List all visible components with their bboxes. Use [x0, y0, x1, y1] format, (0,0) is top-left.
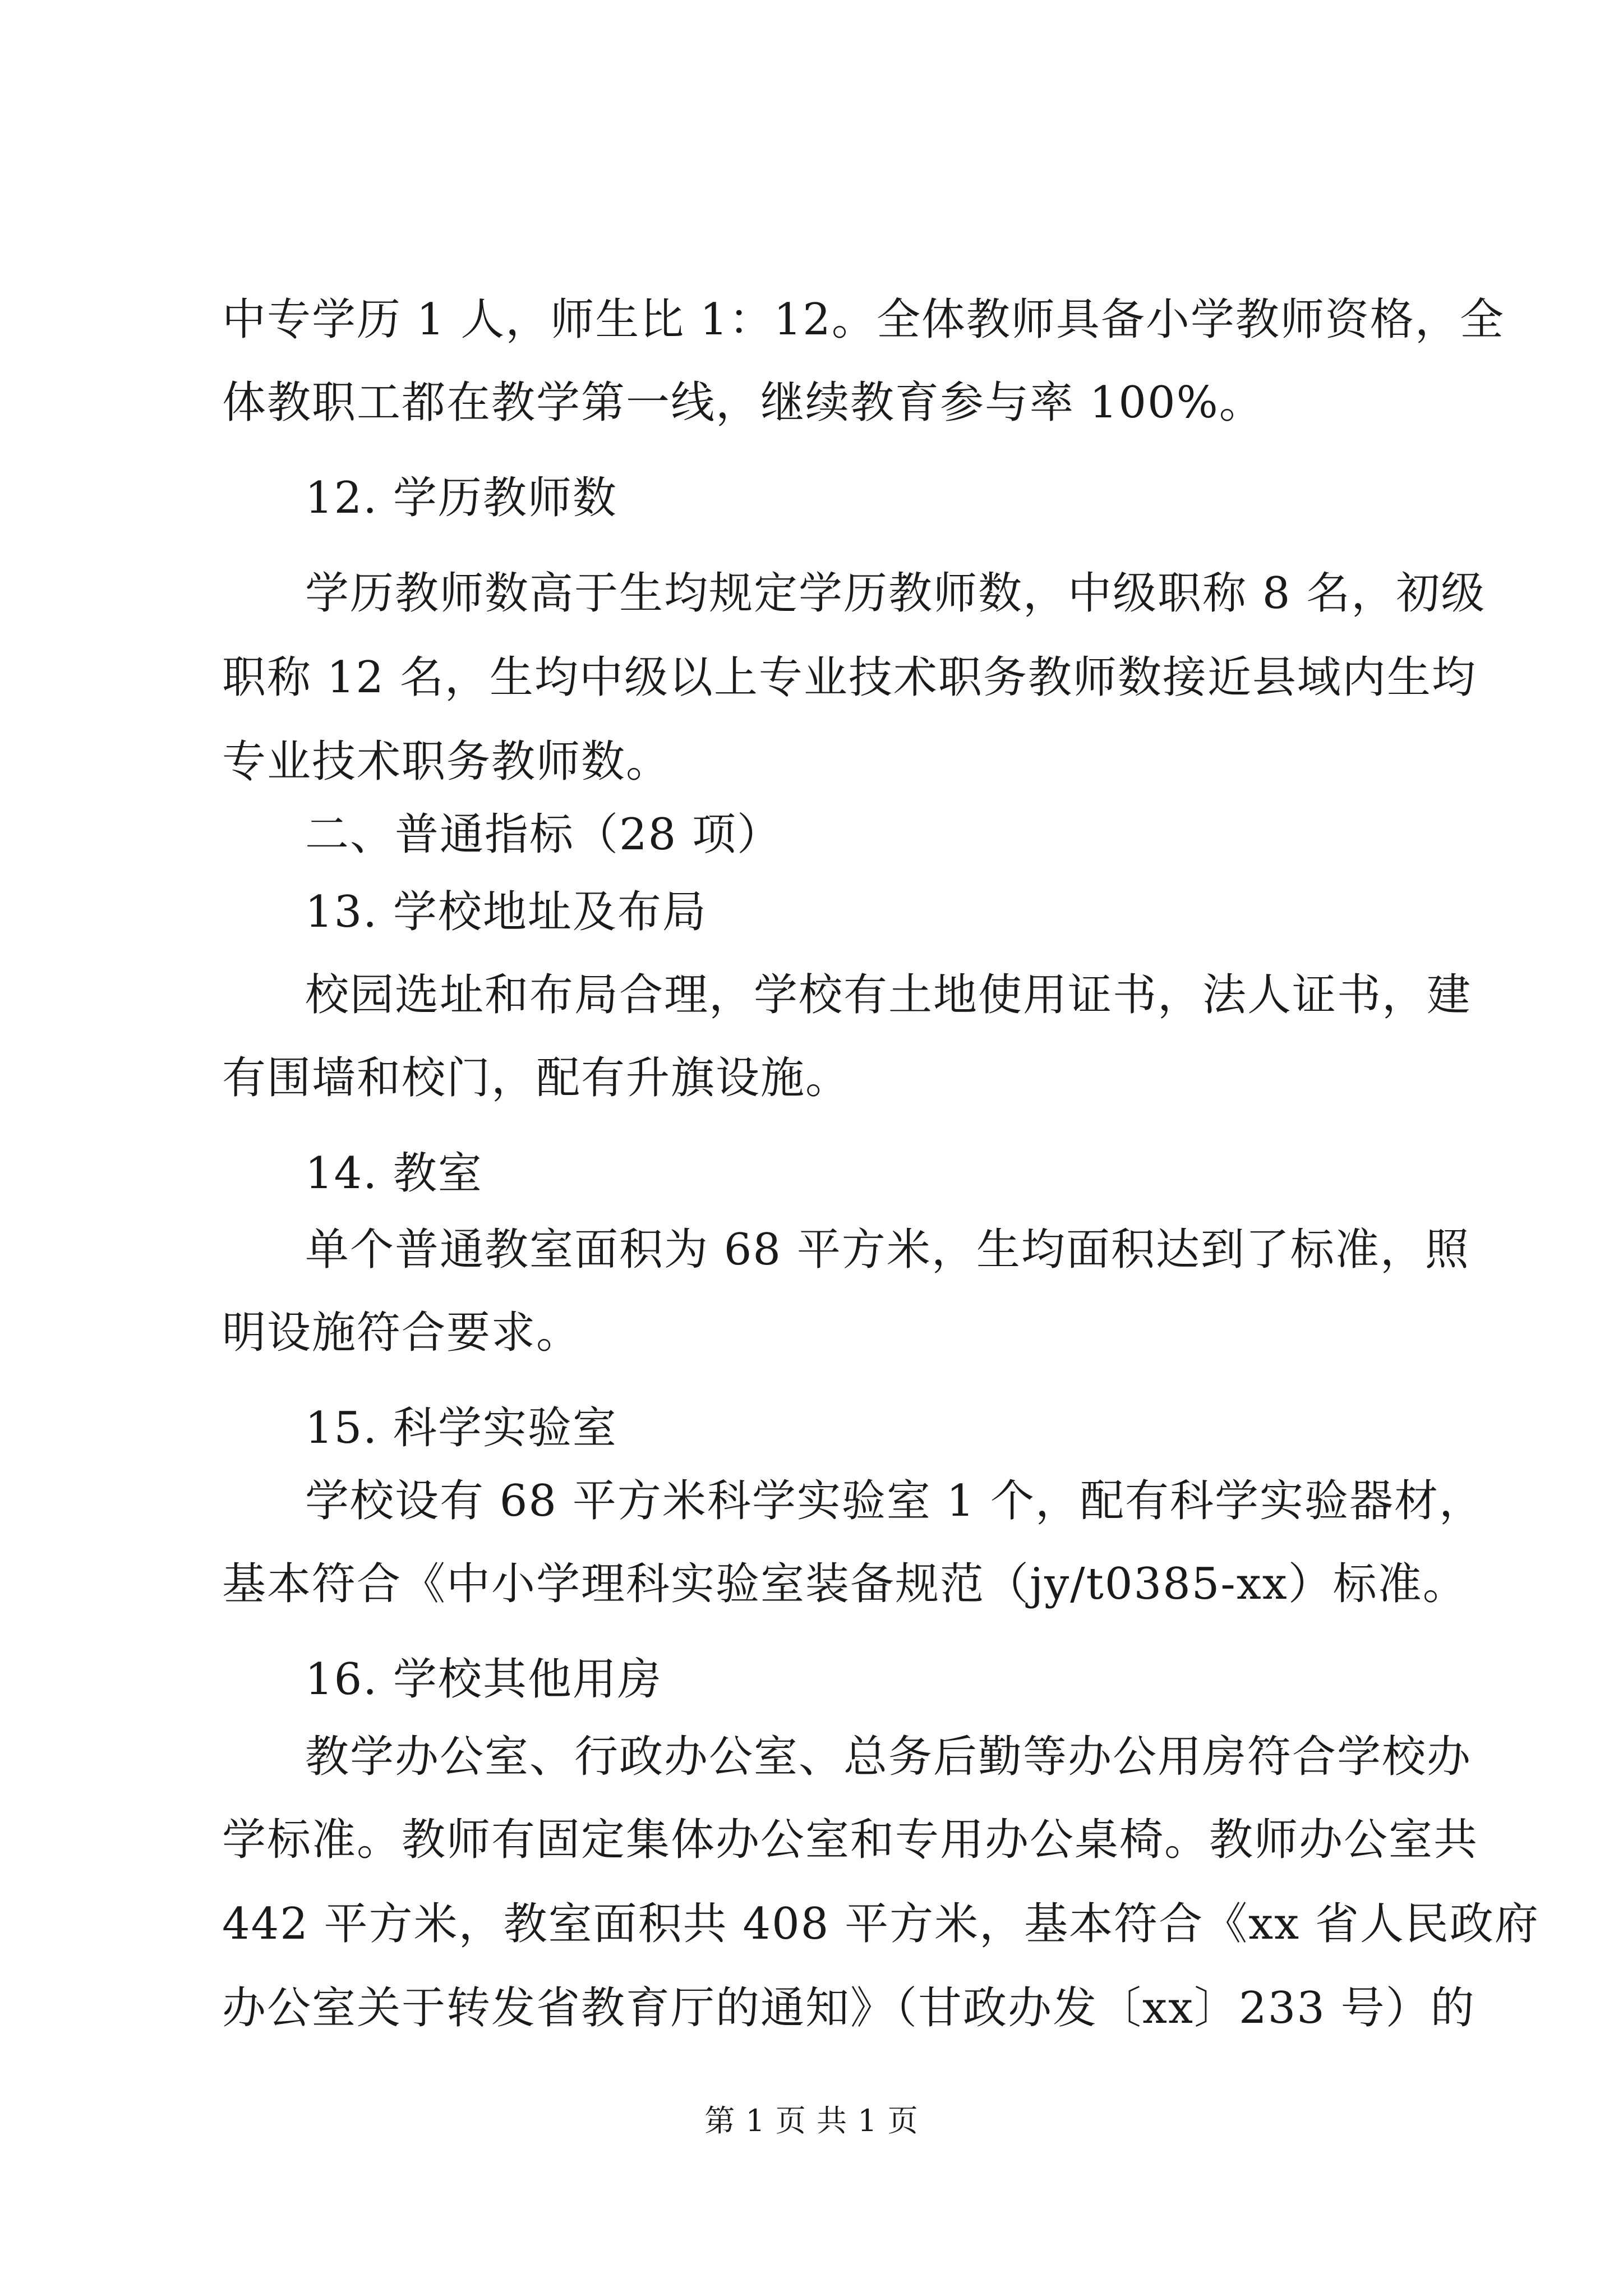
- section-heading: 12. 学历教师数: [305, 473, 617, 523]
- paragraph-first-line: 校园选址和布局合理，学校有土地使用证书，法人证书，建: [305, 970, 1472, 1020]
- paragraph-first-line: 学历教师数高于生均规定学历教师数，中级职称 8 名，初级: [305, 568, 1486, 619]
- section-heading: 15. 科学实验室: [305, 1403, 617, 1453]
- body-text-line: 明设施符合要求。: [222, 1308, 582, 1358]
- body-text-line: 办公室关于转发省教育厅的通知》（甘政办发〔xx〕233 号）的: [222, 1983, 1476, 2033]
- body-text-line: 体教职工都在教学第一线，继续教育参与率 100%。: [222, 378, 1264, 428]
- body-text-line: 中专学历 1 人，师生比 1：12。全体教师具备小学教师资格，全: [222, 295, 1505, 345]
- body-text-line: 有围墙和校门，配有升旗设施。: [222, 1053, 851, 1103]
- page-footer: 第 1 页 共 1 页: [704, 2103, 919, 2138]
- paragraph-first-line: 单个普通教室面积为 68 平方米，生均面积达到了标准，照: [305, 1225, 1470, 1275]
- paragraph-first-line: 学校设有 68 平方米科学实验室 1 个，配有科学实验器材，: [305, 1476, 1484, 1526]
- chapter-heading: 二、普通指标（28 项）: [305, 809, 782, 860]
- section-heading: 13. 学校地址及布局: [305, 887, 707, 937]
- section-heading: 14. 教室: [305, 1148, 483, 1199]
- body-text-line: 职称 12 名，生均中级以上专业技术职务教师数接近县域内生均: [222, 652, 1477, 703]
- paragraph-first-line: 教学办公室、行政办公室、总务后勤等办公用房符合学校办: [305, 1732, 1472, 1782]
- body-text-line: 学标准。教师有固定集体办公室和专用办公桌椅。教师办公室共: [222, 1815, 1479, 1865]
- section-heading: 16. 学校其他用房: [305, 1654, 662, 1705]
- body-text-line: 专业技术职务教师数。: [222, 737, 671, 787]
- body-text-line: 基本符合《中小学理科实验室装备规范（jy/t0385-xx）标准。: [222, 1559, 1468, 1609]
- body-text-line: 442 平方米，教室面积共 408 平方米，基本符合《xx 省人民政府: [222, 1899, 1539, 1949]
